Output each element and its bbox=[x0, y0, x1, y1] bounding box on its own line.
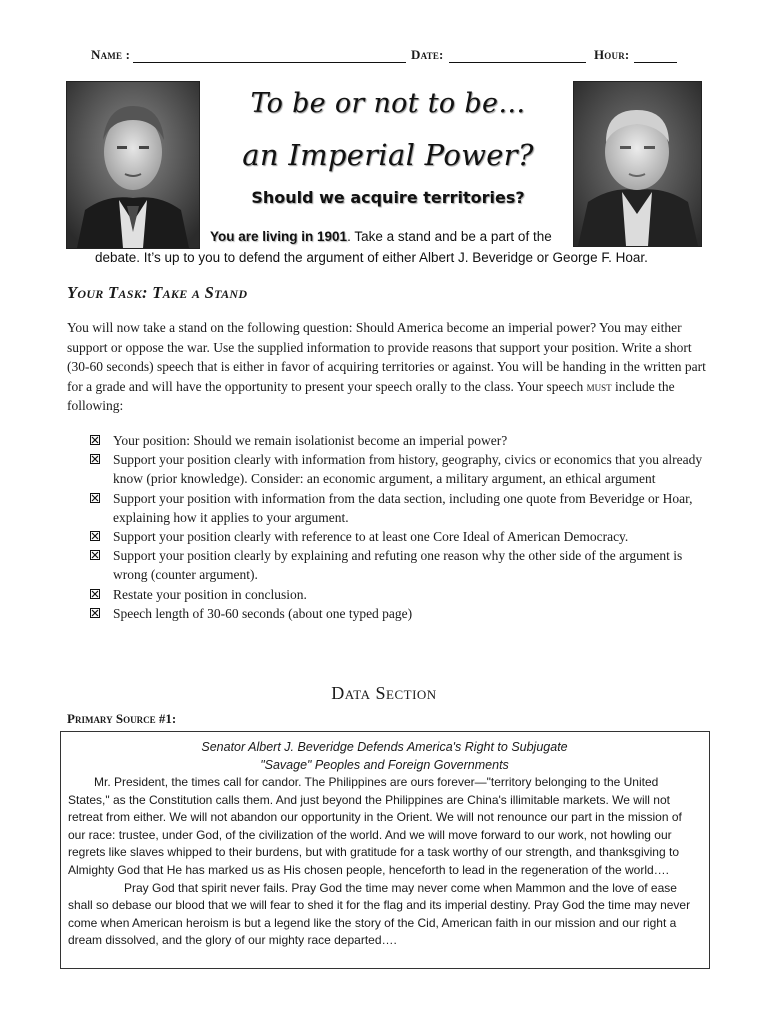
task-paragraph bbox=[67, 318, 707, 416]
checklist-item bbox=[90, 527, 710, 546]
intro-lead: You are living in 1901 bbox=[210, 229, 348, 244]
hour-field[interactable] bbox=[634, 62, 677, 63]
checklist-text: Restate your position in conclusion. bbox=[113, 586, 307, 602]
task-paragraph-must: must bbox=[586, 378, 612, 394]
source-title-line-1: Senator Albert J. Beveridge Defends America's Right to Subjugate bbox=[201, 740, 568, 754]
intro-line-1 bbox=[210, 229, 552, 244]
title-line-2: an Imperial Power? bbox=[242, 138, 534, 172]
student-info-header bbox=[0, 47, 768, 67]
checklist-item bbox=[90, 546, 710, 584]
checked-box-icon bbox=[90, 435, 100, 445]
title-line-1: To be or not to be… bbox=[250, 88, 526, 119]
checklist-item bbox=[90, 450, 710, 488]
date-label: Date: bbox=[411, 47, 444, 62]
hour-label: Hour: bbox=[594, 47, 630, 62]
checklist-item bbox=[90, 431, 710, 450]
portrait-beveridge bbox=[66, 81, 200, 249]
checked-box-icon bbox=[90, 531, 100, 541]
task-paragraph-text: You will now take a stand on the following question: Should America become an imperial power? You may either support or oppose the war. Use the supplied information to provide reasons that support your position. Write a short (30-60 seconds) speech that is either in favor of acquiring territories or against. You will be handing in the written part for a grade and will have the opportunity to present your speech orally to the class. Your speech bbox=[67, 320, 706, 394]
checklist-text: Your position: Should we remain isolationist become an imperial power? bbox=[113, 433, 508, 448]
checklist-text: Support your position clearly with information from history, geography, civics or economics that you already know (prior knowledge). Consider: an economic argument, a military argument, an ethical argument bbox=[113, 452, 703, 487]
primary-source-box bbox=[60, 731, 710, 969]
intro-lead-rest: . Take a stand and be a part of the bbox=[347, 229, 552, 244]
intro-line-2: debate. It’s up to you to defend the argument of either Albert J. Beveridge or George F. Hoar. bbox=[95, 250, 648, 265]
name-label: Name : bbox=[91, 47, 131, 62]
checklist-text: Support your position clearly by explaining and refuting one reason why the other side of the argument is wrong (counter argument). bbox=[113, 548, 683, 583]
task-paragraph-end: include the following: bbox=[67, 378, 675, 413]
checked-box-icon bbox=[90, 493, 100, 503]
checked-box-icon bbox=[90, 589, 100, 599]
portrait-hoar bbox=[573, 81, 702, 247]
source-paragraph-1: Mr. President, the times call for candor. The Philippines are ours forever—"territory belonging to the United States," as the Constitution calls them. And just beyond the Philippines are China's illimitable markets. We will not retreat from either. We will not abandon our opportunity in the Orient. We will not renounce our part in the mission of our race: trustee, under God, of the civilization of the world. And we will move forward to our work, not howling our regrets like slaves whipped to their burdens, but with gratitude for a task worthy of our strength, and thanksgiving to Almighty God that He has marked us as His chosen people, henceforth to lead in the regeneration of the world…. bbox=[68, 775, 682, 877]
checklist-item bbox=[90, 604, 710, 623]
source-title-line-2: "Savage" Peoples and Foreign Governments bbox=[260, 758, 509, 772]
checked-box-icon bbox=[90, 608, 100, 618]
checklist-text: Speech length of 30-60 seconds (about one typed page) bbox=[113, 605, 413, 621]
task-heading: Your Task: Take a Stand bbox=[67, 283, 248, 302]
checklist-text: Support your position clearly with reference to at least one Core Ideal of American Democracy. bbox=[113, 529, 629, 545]
checklist-text: Support your position with information from the data section, including one quote from Beveridge or Hoar, explaining how it applies to your argument. bbox=[113, 490, 693, 525]
primary-source-label: Primary Source #1: bbox=[67, 711, 177, 726]
source-paragraph-2: Pray God that spirit never fails. Pray God the time may never come when Mammon and the love of ease shall so debase our blood that we will fear to shed it for the flag and its imperial destiny. Pray God the time may never come when American heroism is but a legend like the story of the Cid, American faith in our mission and our right a dream dissolved, and the glory of our mighty race departed…. bbox=[68, 880, 691, 948]
subtitle: Should we acquire territories? bbox=[251, 188, 525, 207]
date-field[interactable] bbox=[449, 62, 586, 63]
checked-box-icon bbox=[90, 454, 100, 464]
data-section-heading: Data Section bbox=[331, 683, 437, 703]
checklist-item bbox=[90, 489, 710, 527]
checklist-item bbox=[90, 585, 710, 604]
requirements-checklist bbox=[90, 431, 710, 623]
name-field[interactable] bbox=[133, 62, 406, 63]
checked-box-icon bbox=[90, 550, 100, 560]
